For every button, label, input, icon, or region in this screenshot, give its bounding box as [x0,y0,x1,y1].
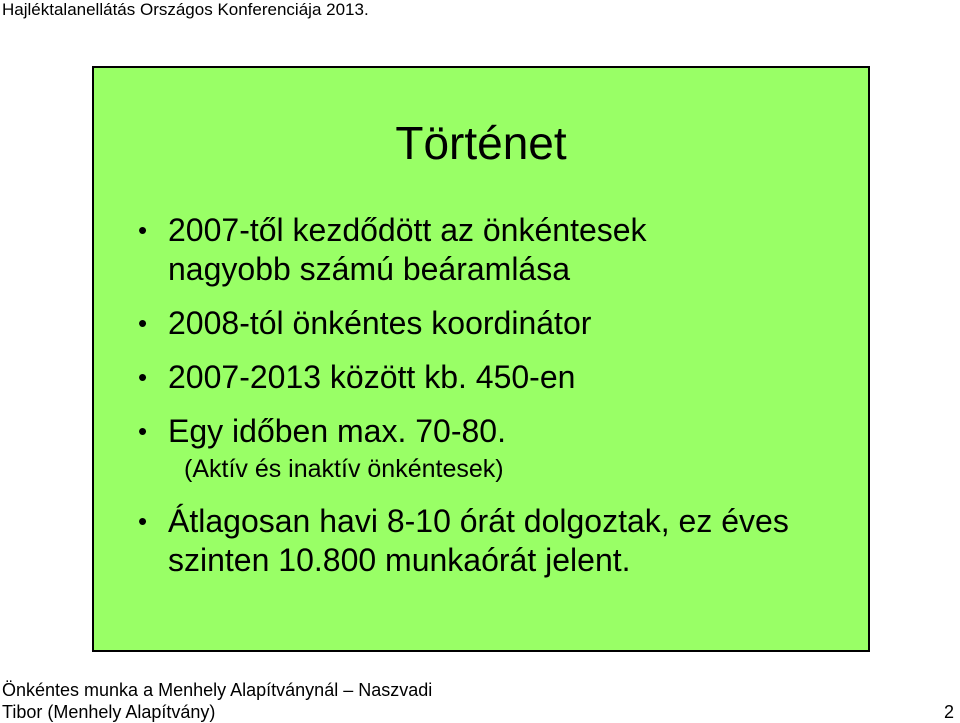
bullet-text: 2008-tól önkéntes koordinátor [168,305,592,341]
slide-content-box [92,66,870,652]
conference-header: Hajléktalanellátás Országos Konferenciája 2013. [2,0,369,19]
bullet-item [136,502,808,580]
bullet-dot-icon: • [138,308,148,338]
bullet-text: Egy időben max. 70-80. [168,413,506,449]
bullet-text: 2007-től kezdődött az önkéntesek nagyobb számú beáramlása [168,212,647,287]
footer-organization-line: Tibor (Menhely Alapítvány) [2,702,216,722]
page-number: 2 [943,702,954,722]
bullet-dot-icon: • [138,215,148,245]
bullet-item [136,358,856,397]
bullet-dot-icon: • [138,362,148,392]
bullet-item [136,304,856,343]
bullet-item [136,211,728,289]
bullet-item [136,412,856,451]
bullet-text: 2007-2013 között kb. 450-en [168,359,576,395]
slide-title: Történet [395,117,567,169]
bullet-note: (Aktív és inaktív önkéntesek) [184,455,504,483]
bullet-list [136,211,856,595]
bullet-dot-icon: • [138,506,148,536]
bullet-dot-icon: • [138,416,148,446]
bullet-text: Átlagosan havi 8-10 órát dolgoztak, ez éves szinten 10.800 munkaórát jelent. [168,503,789,578]
footer-author-line: Önkéntes munka a Menhely Alapítványnál – Naszvadi [2,680,433,700]
